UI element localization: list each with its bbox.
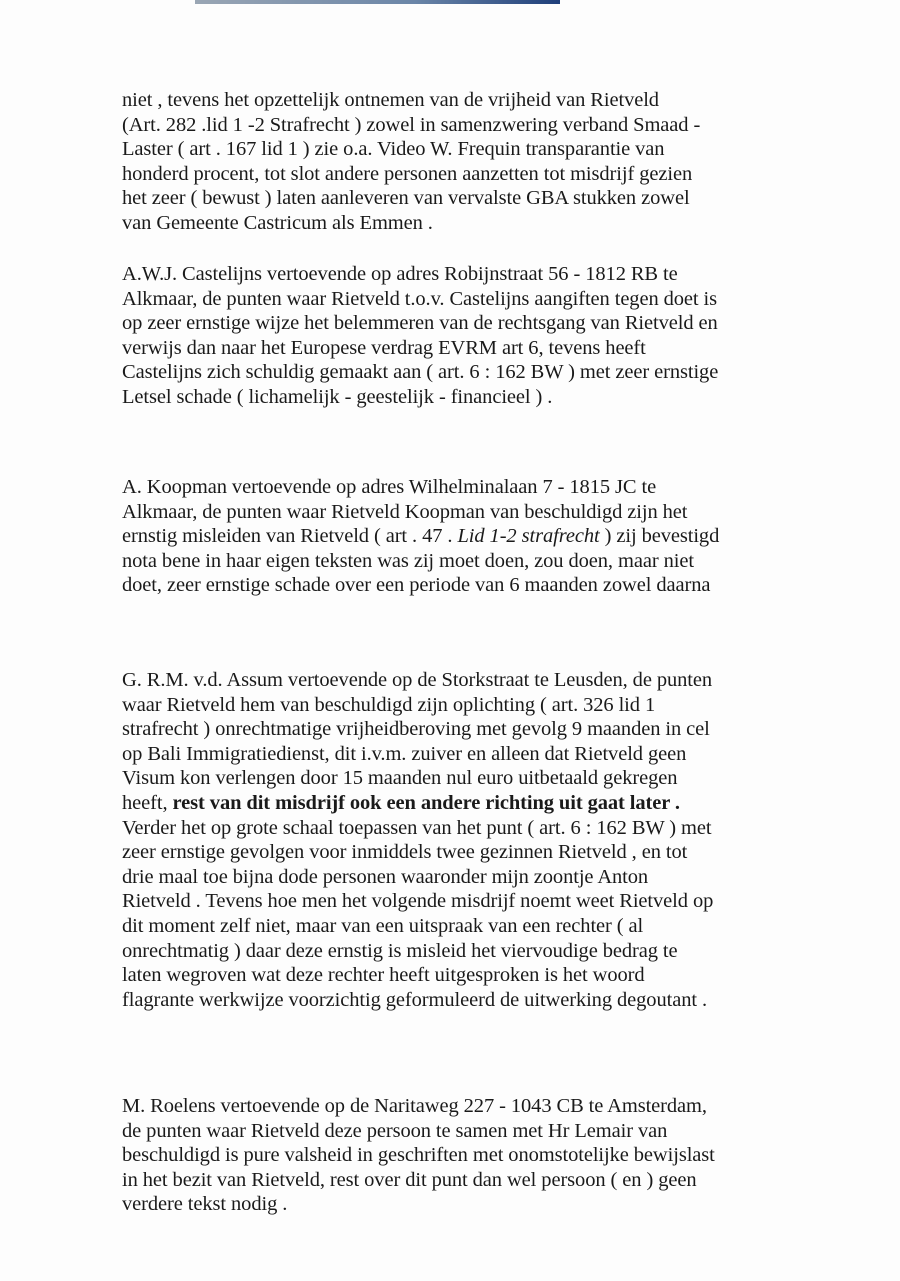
text-segment: niet , tevens het opzettelijk ontnemen van de vrijheid van Rietveld (122, 89, 659, 111)
text-line (122, 186, 862, 211)
text-segment: doet, zeer ernstige schade over een periode van 6 maanden zowel daarna (122, 574, 711, 597)
text-line (122, 791, 862, 816)
text-line (122, 500, 862, 525)
text-segment: Visum kon verlengen door 15 maanden nul euro uitbetaald gekregen (122, 767, 678, 790)
text-line (122, 1168, 862, 1193)
text-line (122, 311, 862, 336)
text-line (122, 1094, 862, 1119)
text-line (122, 693, 862, 718)
text-segment: op Bali Immigratiedienst, dit i.v.m. zuiver en alleen dat Rietveld geen (122, 742, 687, 765)
text-segment: A. Koopman vertoevende op adres Wilhelminalaan 7 - 1815 JC te (122, 476, 657, 498)
text-segment: Alkmaar, de punten waar Rietveld t.o.v. Castelijns aangiften tegen doet is (122, 287, 718, 310)
paragraph-castelijns (122, 262, 862, 410)
paragraph-koopman (122, 475, 862, 598)
text-line (122, 162, 862, 187)
text-segment: nota bene in haar eigen teksten was zij moet doen, zou doen, maar niet (122, 549, 694, 572)
text-line (122, 717, 862, 742)
text-line (122, 742, 862, 767)
text-segment: op zeer ernstige wijze het belemmeren van de rechtsgang van Rietveld en (122, 312, 718, 335)
text-line (122, 385, 862, 410)
text-segment: A.W.J. Castelijns vertoevende op adres Robijnstraat 56 - 1812 RB te (122, 263, 678, 285)
text-line (122, 668, 862, 693)
text-segment: verwijs dan naar het Europese verdrag EVRM art 6, tevens heeft (122, 336, 646, 359)
text-line (122, 914, 862, 939)
text-line (122, 939, 862, 964)
text-line (122, 524, 862, 549)
text-line (122, 1119, 862, 1144)
bold-text: rest van dit misdrijf ook een andere richting uit gaat later . (172, 791, 680, 814)
text-line (122, 988, 862, 1013)
text-segment: (Art. 282 .lid 1 -2 Strafrecht ) zowel in samenzwering verband Smaad - (122, 113, 701, 136)
text-line (122, 549, 862, 574)
text-segment: G. R.M. v.d. Assum vertoevende op de Storkstraat te Leusden, de punten (122, 669, 713, 691)
text-line (122, 889, 862, 914)
text-segment: strafrecht ) onrechtmatige vrijheidberoving met gevolg 9 maanden in cel (122, 718, 710, 741)
text-segment: honderd procent, tot slot andere personen aanzetten tot misdrijf gezien (122, 162, 693, 185)
text-segment: Rietveld . Tevens hoe men het volgende misdrijf noemt weet Rietveld op (122, 890, 714, 913)
text-segment: Letsel schade ( lichamelijk - geestelijk - financieel ) . (122, 385, 553, 408)
text-segment: heeft, (122, 791, 173, 814)
text-segment: verdere tekst nodig . (122, 1193, 288, 1216)
text-line (122, 113, 862, 138)
text-line (122, 816, 862, 841)
text-segment: laten wegroven wat deze rechter heeft uitgesproken is het woord (122, 964, 645, 987)
paragraph-roelens (122, 1094, 862, 1217)
text-segment: Verder het op grote schaal toepassen van het punt ( art. 6 : 162 BW ) met (122, 816, 712, 839)
text-line (122, 137, 862, 162)
text-line (122, 840, 862, 865)
text-line (122, 1192, 862, 1217)
text-segment: Castelijns zich schuldig gemaakt aan ( art. 6 : 162 BW ) met zeer ernstige (122, 361, 719, 384)
text-segment: waar Rietveld hem van beschuldigd zijn oplichting ( art. 326 lid 1 (122, 693, 656, 716)
text-line (122, 360, 862, 385)
text-segment: dit moment zelf niet, maar van een uitspraak van een rechter ( al (122, 914, 644, 937)
text-line (122, 1143, 862, 1168)
text-line (122, 766, 862, 791)
text-line (122, 88, 862, 113)
text-segment: drie maal toe bijna dode personen waaronder mijn zoontje Anton (122, 865, 649, 888)
text-line (122, 865, 862, 890)
text-segment: ernstig misleiden van Rietveld ( art . 47 . (122, 525, 458, 548)
text-segment: beschuldigd is pure valsheid in geschriften met onomstotelijke bewijslast (122, 1144, 715, 1167)
text-line (122, 211, 862, 236)
text-segment: in het bezit van Rietveld, rest over dit punt dan wel persoon ( en ) geen (122, 1168, 697, 1191)
text-segment: ) zij bevestigd (599, 525, 720, 548)
text-segment: onrechtmatig ) daar deze ernstig is misleid het viervoudige bedrag te (122, 939, 678, 962)
text-line (122, 475, 862, 500)
text-segment: de punten waar Rietveld deze persoon te samen met Hr Lemair van (122, 1119, 668, 1142)
text-line (122, 287, 862, 312)
text-line (122, 963, 862, 988)
text-segment: M. Roelens vertoevende op de Naritaweg 227 - 1043 CB te Amsterdam, (122, 1095, 707, 1117)
text-line (122, 573, 862, 598)
scan-edge-bar (195, 0, 560, 4)
text-segment: zeer ernstige gevolgen voor inmiddels twee gezinnen Rietveld , en tot (122, 841, 688, 864)
paragraph-vrijheid (122, 88, 862, 236)
text-segment: van Gemeente Castricum als Emmen . (122, 211, 433, 234)
text-segment: het zeer ( bewust ) laten aanleveren van vervalste GBA stukken zowel (122, 187, 690, 210)
text-segment: flagrante werkwijze voorzichtig geformuleerd de uitwerking degoutant . (122, 988, 707, 1011)
text-segment: Laster ( art . 167 lid 1 ) zie o.a. Video W. Frequin transparantie van (122, 138, 665, 161)
text-line (122, 262, 862, 287)
text-segment: Alkmaar, de punten waar Rietveld Koopman van beschuldigd zijn het (122, 500, 688, 523)
text-line (122, 336, 862, 361)
paragraph-assum (122, 668, 862, 1012)
italic-text: Lid 1-2 strafrecht (457, 525, 600, 548)
